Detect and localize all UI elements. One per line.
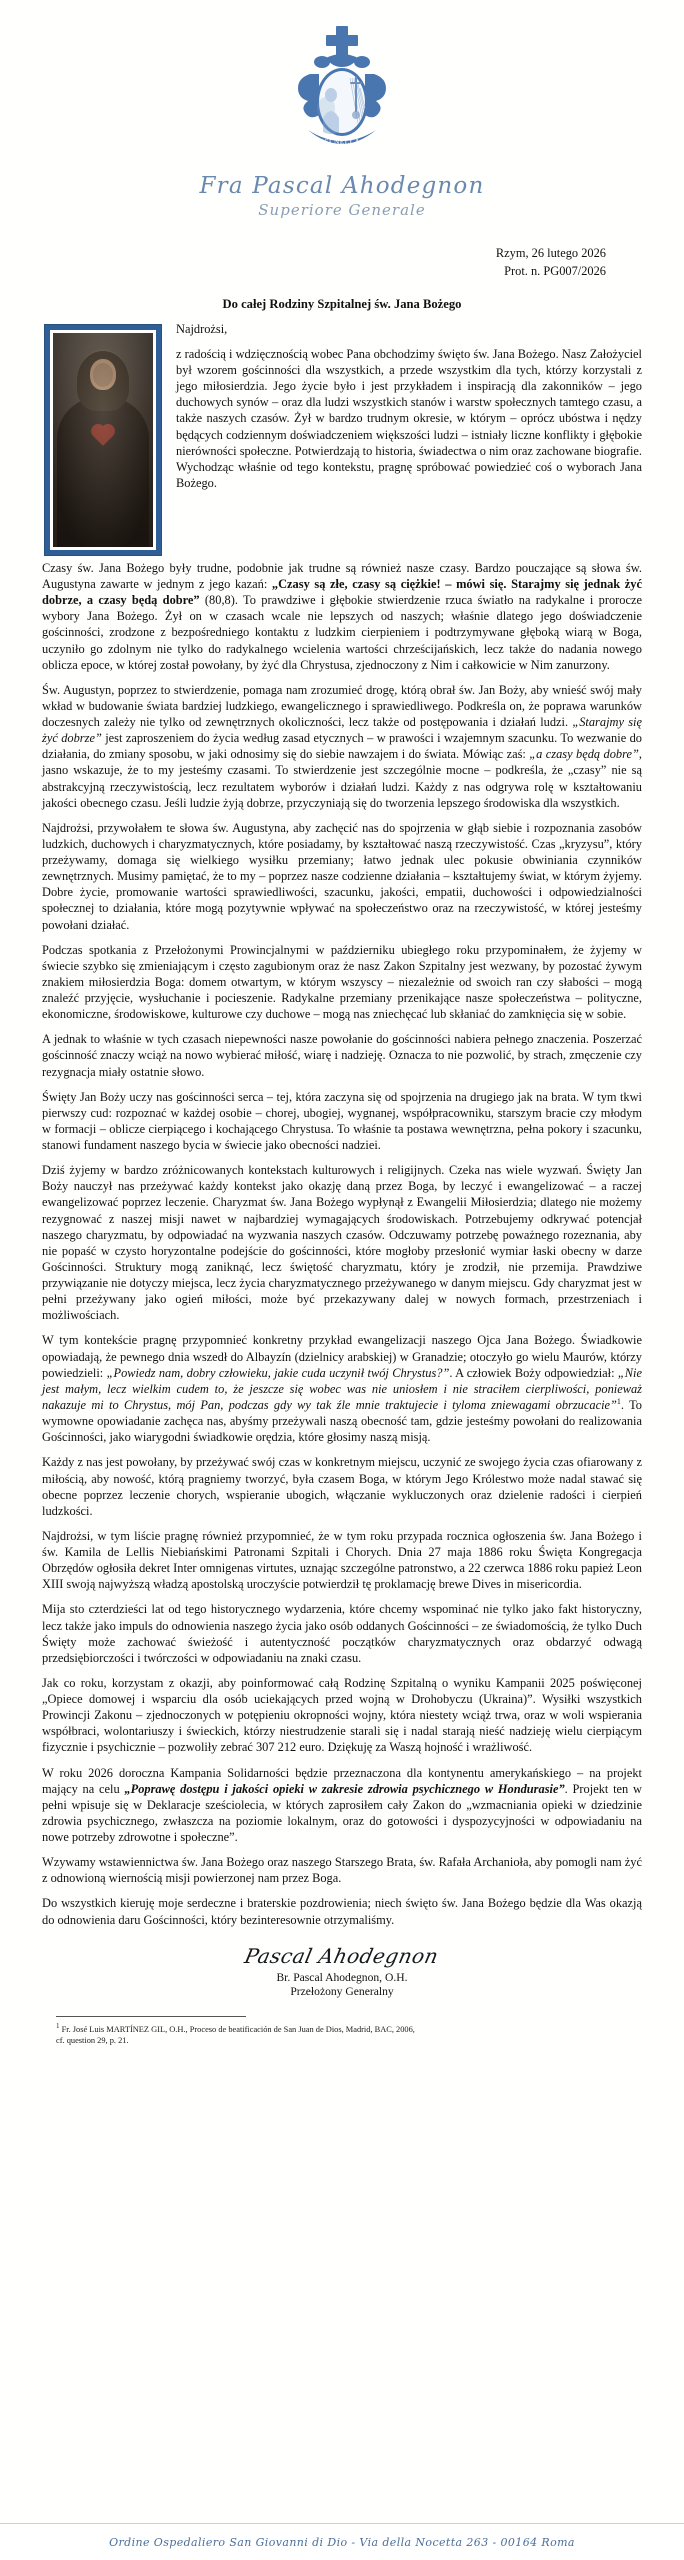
- footnote-separator: [56, 2016, 246, 2017]
- salutation: Najdrożsi,: [176, 321, 228, 336]
- p3-quote-1: „Starajmy się żyć dobrze”: [42, 715, 642, 746]
- page-footer: [0, 2523, 684, 2560]
- footnote-text-line-2: cf. question 29, p. 21.: [56, 2035, 129, 2045]
- paragraph-anniversary-patrons: Najdrożsi, w tym liście pragnę również przypomnieć, że w tym roku przypada rocznica ogłoszenia św. Jana Bożego i św. Kamila de Lellis Niebiańskimi Patronami Szpitali i Chorych. Dnia 27 maja 1886 roku Święta Kongregacja Obrzędów ogłosiła dekret Inter omnigenas virtutes, uznając szczególne patronstwo, a 22 czerwca 1886 roku papież Leon XIII swoją najwyższą władzą apostolską uroczyście potwierdził tę proklamację brewe Dives in misericordia.: [42, 1528, 642, 1592]
- p9-mid: . A człowiek Boży odpowiedział:: [449, 1365, 618, 1380]
- crest-motto: GENEROSI NELLA CARITÀ: [292, 137, 392, 146]
- paragraph-hospitality-of-heart: Święty Jan Boży uczy nas gościnności serca – tej, która zaczyna się od spojrzenia na drugiego jak na brata. W tym tkwi pierwszy cud: rozpoznać w każdej osobie – chorej, ubogiej, wygnanej, współpracowniku, starszym bracie czy młodym w formacji – oblicze cierpiącego i kochającego Chrystusa. To właśnie ta postawa wewnętrzna, pełna pokory i szacunku, stanowi fundament naszego bycia w świecie jako obecności nadziei.: [42, 1089, 642, 1153]
- paragraph-contexts-and-charism: Dziś żyjemy w bardzo zróżnicowanych kontekstach kulturowych i religijnych. Czeka nas wiele wyzwań. Święty Jan Boży nauczył nas przeżywać każdy kontekst jako okazję daną przez Boga, by leczyć i ewangelizować – a raczej ewangelizować poprzez leczenie. Charyzmat św. Jana Bożego wypłynął z Ewangelii Miłosierdzia; dlatego nie możemy rezygnować z naszej misji nawet w najbardziej wymagających środowiskach. Potrzebujemy odkrywać potencjał naszego charyzmatu, by odpowiadać na wyzwania naszych czasów. Odczuwamy potrzebę poważnego rozeznania, aby nie popaść w czysto horyzontalne podejście do gościnności, które mogłoby przesłonić wymiar łaski obecny w darze Gościnności. Struktury mogą zaniknąć, lecz świętość charyzmatu, który je zrodził, nie przemija. Prawdziwe przywiązanie nie dotyczy miejsca, lecz życia charyzmatycznego przeżywanego w danym miejscu. Gdy charyzmat jest w pełni przeżywany jako ogień miłości, może być przekazywany dalej w nowych formach, przestrzeniach i możliwościach.: [42, 1163, 642, 1323]
- protocol-number: Prot. n. PG007/2026: [504, 263, 606, 278]
- paragraph-augustine-quote: [42, 560, 642, 673]
- paragraph-inner-resources: Najdrożsi, przywołałem te słowa św. Augustyna, aby zachęcić nas do spojrzenia w głąb siebie i rozpoznania zasobów ludzkich, duchowych i charyzmatycznych, które posiadamy, by kształtować naszą rzeczywistość. Czas „kryzysu”, który przeżywamy, domaga się wielkiego wysiłku przemiany; łatwo jednak ulec pokusie obwiniania czynników zewnętrznych. Musimy pamiętać, że to my – poprzez nasze codzienne działania – kształtujemy świat, w którym żyjemy. Dobre życie, promowanie wartości sprawiedliwości, szacunku, jakości, empatii, duchowości i odpowiedzialności społecznej to działania, które mogą pozytywnie wpływać na społeczeństwo oraz na rzeczywistość, w której jesteśmy powołani działać.: [42, 820, 642, 932]
- paragraph-campaign-2026: [42, 1765, 642, 1846]
- paragraph-live-well: [42, 682, 642, 811]
- p9-quote-moors: „Powiedz nam, dobry człowieku, jakie cuda uczynił twój Chrystus?”: [106, 1365, 450, 1380]
- p14-lead: W roku 2026 doroczna Kampania Solidarności będzie przeznaczona dla kontynentu amerykańskiego – na projekt mający na celu: [42, 1765, 642, 1796]
- date-protocol-block: [42, 245, 642, 281]
- letterhead-role: Superiore Generale: [258, 201, 426, 219]
- p2-quote: „Czasy są złe, czasy są ciężkie! – mówi się. Starajmy się jednak żyć dobrze, a czasy będą dobre”: [42, 577, 642, 608]
- p3-quote-2: „a czasy będą dobre”: [529, 747, 639, 762]
- p2-tail: (80,8). To prawdziwe i głębokie stwierdzenie rzuca światło na radykalne i prorocze wybory Jana Bożego. Żył on w czasach wcale nie lepszych od naszych; właśnie dlatego jego doświadczenie gościnności, zrodzone z bezpośredniego kontaktu z ludzkim cierpieniem i podtrzymywane głęboką wiarą w Boga, uczyniło go zdolnym nie tylko do radykalnego wcielenia wartości chrześcijańskich, lecz także do nadania nowego oblicza epoce, w której został powołany, by żyć dla Chrystusa, zjednoczony z Nim i całkowicie w Nim zanurzony.: [42, 593, 642, 672]
- paragraph-albayzin-story: [42, 1332, 642, 1445]
- paragraph-closing-greeting: Do wszystkich kieruję moje serdeczne i braterskie pozdrowienia; niech święto św. Jana Bożego będzie dla Was okazją do odnowienia daru Gościnności, który bezinteresownie otrzymaliśmy.: [42, 1896, 642, 1927]
- letterhead: [42, 0, 642, 165]
- letterhead-name: Fra Pascal Ahodegnon: [199, 173, 485, 199]
- saint-john-of-god-portrait: [44, 324, 162, 556]
- p3-mid: jest zaproszeniem do życia według zasad etycznych – w prawości i wzajemnym szacunku. To wezwanie do działania, do zmiany sposobu, w jaki odnosimy się do siebie nawzajem i do świata. Mówiąc zaś:: [42, 731, 642, 762]
- p3-tail: , jasno wskazuje, że to my jesteśmy czasami. To stwierdzenie jest szczególnie mocne – podkreśla, że „czasy” nie są abstrakcyjną rzeczywistością, lecz rezultatem wyborów i działań ludzi. Każdy z nas odgrywa rolę w kształtowaniu jakości obecnego czasu. Jeśli ludzie żyją dobrze, przyczyniają się do tworzenia lepszego środowiska dla wszystkich.: [42, 747, 642, 810]
- paragraph-140-years: Mija sto czterdzieści lat od tego historycznego wydarzenia, które chcemy wspominać nie tylko jako fakt historyczny, lecz także jako impuls do odnowienia naszego życia jako osób oddanych Gościnności – ze świadomością, że tylko Duch Święty może zachować świeżość i autentyczność początków charyzmatycznych oraz obdarzyć odwagą przedsiębiorczości i twórczości w odpowiadaniu na znaki czasu.: [42, 1602, 642, 1665]
- paragraph-time-offered: Każdy z nas jest powołany, by przeżywać swój czas w konkretnym miejscu, uczynić ze swojego życia czas ofiarowany z miłością, aby nowość, którą pragniemy tworzyć, była czasem Boga, w którym Jego Królestwo może nadal stawać się obecne poprzez leczenie chorych, wspieranie ubogich, włączanie wykluczonych oraz dzielenie radości i cierpień ludzkości.: [42, 1455, 642, 1518]
- document-title: Do całej Rodziny Szpitalnej św. Jana Bożego: [222, 296, 462, 311]
- footnote-text-line-1: Fr. José Luis MARTÍNEZ GIL, O.H., Proceso de beatificación de San Juan de Dios, Madrid, BAC, 2006,: [61, 2024, 415, 2034]
- p9-quote-answer: „Nie jest małym, lecz wielkim cudem to, że jeszcze się wobec was nie uniosłem i nie straciłem cierpliwości, ponieważ nakazuje mi to Chrystus, mój Pan, podczas gdy wy tak źle mnie traktujecie i tyloma zniewagami obrzucacie”: [42, 1365, 642, 1413]
- paragraph-intro: z radością i wdzięcznością wobec Pana obchodzimy święto św. Jana Bożego. Nasz Założyciel był wzorem gościnności dla wszystkich, a przede wszystkim dla tych, którzy korzystali z jego miłosierdzia. Jego życie było i jest przykładem i inspiracją dla zakonników – jego duchowych synów – oraz dla ludzi wszystkich stanów i warstw społecznych tamtego czasu, a także naszych czasów. Żył w bardzo trudnym okresie, w którym – oprócz ubóstwa i nędzy będących codziennym doświadczeniem większości ludzi – istniały liczne konflikty i głębokie nierówności społeczne. Potwierdzają to historia, świadectwa o nim oraz zachowane biografie. Wychodząc właśnie od tego kontekstu, pragnę spróbować powiedzieć coś o wyborach Jana Bożego.: [176, 346, 642, 490]
- p2-lead: Czasy św. Jana Bożego były trudne, podobnie jak trudne są również nasze czasy. Bardzo pouczające są słowa św. Augustyna zawarte w jednym z jego kazań:: [42, 560, 642, 592]
- footnote-marker: 1: [56, 2021, 60, 2030]
- footnote-reference: 1: [616, 1396, 621, 1406]
- signatory-name: Br. Pascal Ahodegnon, O.H.: [276, 1970, 408, 1984]
- signature-block: [42, 1944, 642, 1998]
- paragraph-intercession: Wzywamy wstawiennictwa św. Jana Bożego oraz naszego Starszego Brata, św. Rafała Archanioła, aby pomogli nam żyć z odnowioną wiernością misji powierzonej nam przez Boga.: [42, 1855, 642, 1886]
- footnote-1: [56, 2022, 642, 2046]
- place-and-date: Rzym, 26 lutego 2026: [495, 246, 606, 260]
- p9-lead: W tym kontekście pragnę przypomnieć konkretny przykład ewangelizacji naszego Ojca Jana Bożego. Świadkowie opowiadają, że pewnego dnia wszedł do Albayzín (dzielnicy arabskiej) w Granadzie; otoczyło go wielu Maurów, którzy powiedzieli:: [42, 1333, 642, 1380]
- paragraph-campaign-2025: Jak co roku, korzystam z okazji, aby poinformować całą Rodzinę Szpitalną o wyniku Kampanii 2025 poświęconej „Opiece domowej i wsparciu dla osób uciekających przed wojną w Drohobyczu (Ukraina)”. Wysiłki wszystkich Prowincji Zakonu – zjednoczonych w potępieniu okropności wojny, która niestety wciąż trwa, oraz w woli wspierania współbraci, wolontariuszy i świeckich, którzy niestrudzenie starali się i nadal starają nieść nadzieję wielu cierpiącym fizycznie i psychicznie – pozwoliły zebrać 307 212 euro. Dziękuję za Waszą hojność i wrażliwość.: [42, 1675, 642, 1755]
- intro-block: [42, 322, 642, 560]
- p14-project-title: „Poprawę dostępu i jakości opieki w zakresie zdrowia psychicznego w Hondurasie”: [124, 1781, 565, 1796]
- p3-lead: Św. Augustyn, poprzez to stwierdzenie, pomaga nam zrozumieć drogę, którą obrał św. Jan Boży, aby wnieść swój mały wkład w budowanie świata bardziej ludzkiego, ewangelicznego i sprawiedliwego. Podkreśla on, że poprawa warunków doczesnych zależy nie tylko od zewnętrznych okoliczności, lecz także od postępowania i działań ludzi.: [42, 682, 642, 730]
- p14-tail: . Projekt ten w pełni wpisuje się w Deklaracje sześciolecia, w których zaprosiłem cały Zakon do „wzmacniania opieki w dziedzinie zdrowia psychicznego, zwłaszcza na poziomie lokalnym, oraz do gotowości i dyspozycyjności w odpowiadaniu na nowe potrzeby zdrowotne i społeczne”.: [42, 1781, 642, 1845]
- p9-tail: . To wymowne opowiadanie zachęca nas, abyśmy przeżywali naszą obecność tam, gdzie jesteśmy powołani do realizowania Gościnności, jako wiarygodni świadkowie orędzia, które głosimy naszą misją.: [42, 1398, 642, 1445]
- paragraph-hospitality-meaning: A jednak to właśnie w tych czasach niepewności nasze powołanie do gościnności nabiera pełnego znaczenia. Poszerzać gościnność znaczy wciąż na nowo wybierać miłość, wiarę i nadzieję. Oznacza to nie pozwolić, by strach, zmęczenie czy rezygnacja miały ostatnie słowo.: [42, 1032, 642, 1079]
- footer-address: Ordine Ospedaliero San Giovanni di Dio - Via della Nocetta 263 - 00164 Roma: [109, 2535, 575, 2549]
- signatory-role: Przełożony Generalny: [290, 1984, 394, 1998]
- paragraph-provincial-meeting: Podczas spotkania z Przełożonymi Prowincjalnymi w październiku ubiegłego roku przypominałem, że żyjemy w świecie szybko się zmieniającym i często zagubionym oraz że nasz Zakon Szpitalny jest wezwany, by pozostać żywym znakiem miłosierdzia Boga: domem otwartym, w którym wszyscy – niezależnie od swoich ran czy słabości – mogą znaleźć przyjęcie, wysłuchanie i pocieszenie. Radykalne przemiany przenikające nasze społeczeństwa – polityczne, ekonomiczne, środowiskowe, kulturowe czy duchowe – mogą nas zniechęcać lub skłaniać do zamknięcia się w sobie.: [42, 942, 642, 1022]
- order-crest-icon: [282, 22, 402, 160]
- handwritten-signature: Pascal Ahodegnon: [242, 1943, 442, 1968]
